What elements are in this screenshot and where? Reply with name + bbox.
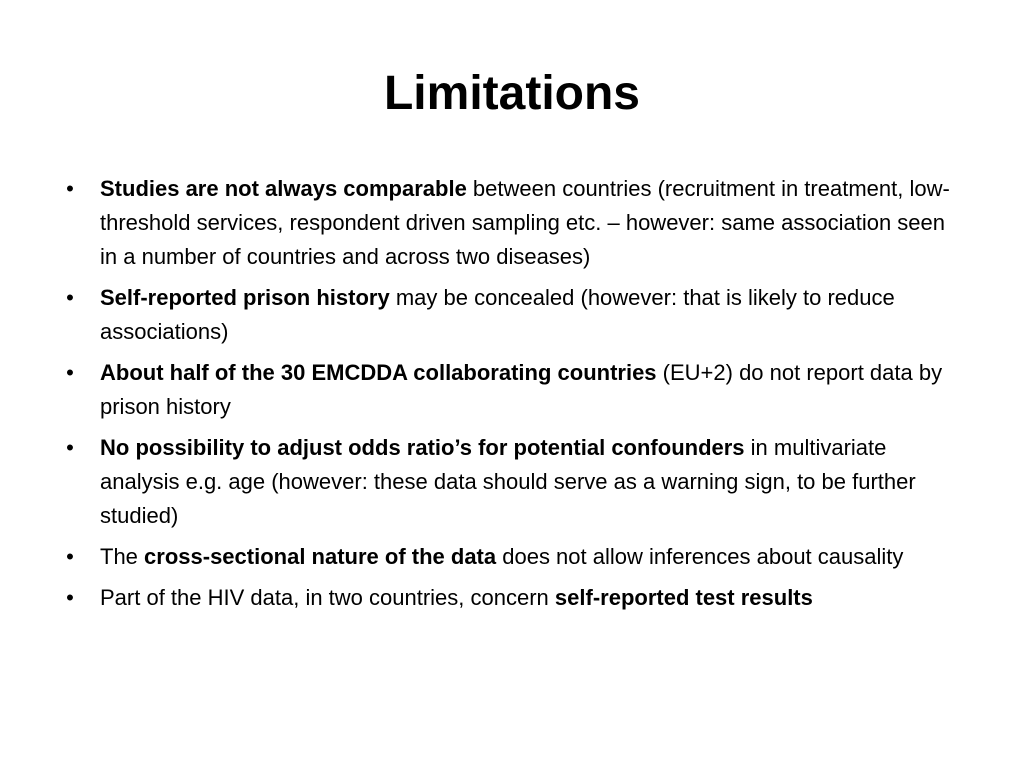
bold-text: About half of the 30 EMCDDA collaborating countries xyxy=(100,360,657,385)
bullet-item xyxy=(60,356,950,424)
bullet-item xyxy=(60,581,950,615)
bullet-marker: • xyxy=(66,585,74,610)
bullet-text xyxy=(100,544,903,569)
bullet-marker: • xyxy=(66,435,74,460)
bullet-item xyxy=(60,540,950,574)
bullet-list xyxy=(60,172,950,622)
bullet-text xyxy=(100,176,950,269)
bullet-text xyxy=(100,360,942,419)
regular-text: does not allow inferences about causality xyxy=(496,544,904,569)
regular-text: Part of the HIV data, in two countries, concern xyxy=(100,585,555,610)
bold-text: Studies are not always comparable xyxy=(100,176,467,201)
regular-text: may be concealed (however: that is likely to reduce associations) xyxy=(100,285,895,344)
regular-text: in multivariate analysis e.g. age (however: these data should serve as a warning sign, to be further studied) xyxy=(100,435,916,528)
bullet-item xyxy=(60,281,950,349)
bullet-marker: • xyxy=(66,544,74,569)
regular-text: between countries (recruitment in treatment, low-threshold services, respondent driven sampling etc. – however: same association seen in a number of countries and across two diseases) xyxy=(100,176,950,269)
bullet-marker: • xyxy=(66,360,74,385)
bullet-text xyxy=(100,585,813,610)
bullet-item xyxy=(60,431,950,533)
bullet-text xyxy=(100,435,916,528)
regular-text: (EU+2) do not report data by prison history xyxy=(100,360,943,419)
bold-text: Self-reported prison history xyxy=(100,285,390,310)
bold-text: No possibility to adjust odds ratio’s for potential confounders xyxy=(100,435,745,460)
bullet-item xyxy=(60,172,950,274)
regular-text: The xyxy=(100,544,145,569)
bullet-marker: • xyxy=(66,176,74,201)
bullet-marker: • xyxy=(66,285,74,310)
bold-text: self-reported test results xyxy=(554,585,813,610)
slide-title: Limitations xyxy=(383,67,640,120)
bold-text: cross-sectional nature of the data xyxy=(144,544,497,569)
bullet-text xyxy=(100,285,895,344)
